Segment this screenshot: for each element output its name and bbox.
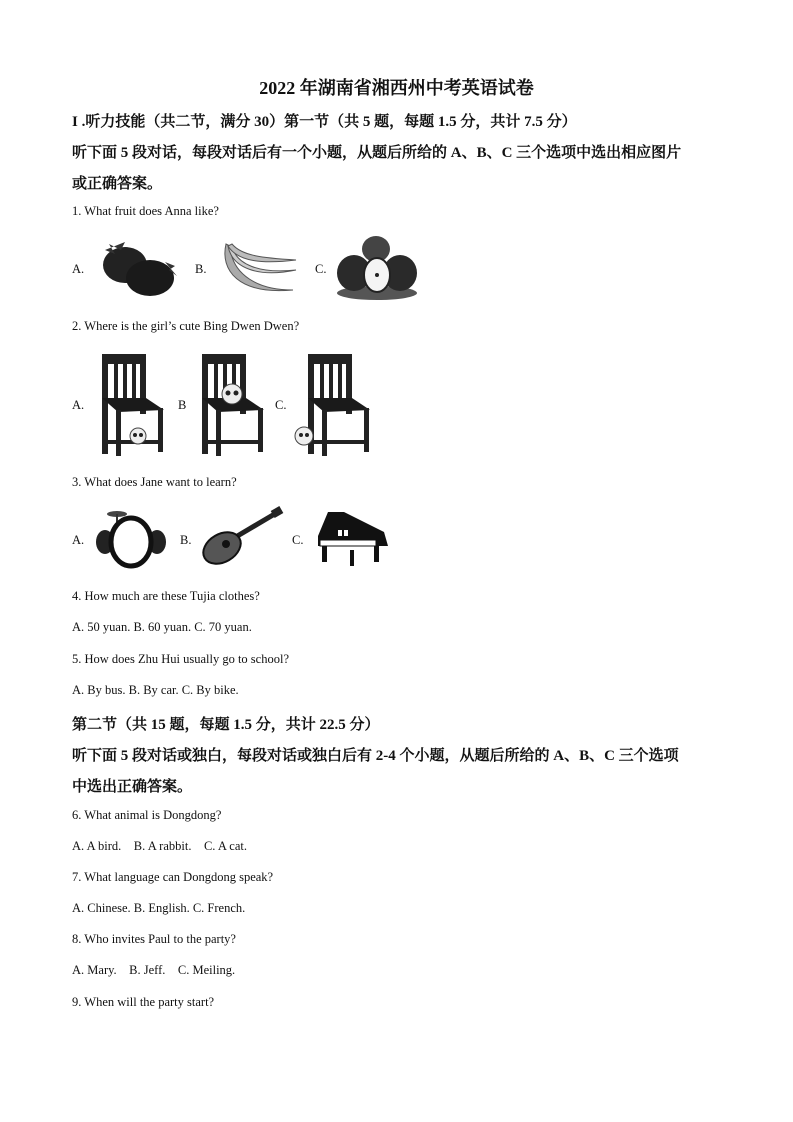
strawberries-image bbox=[95, 240, 180, 300]
q1-option-a-label: A. bbox=[72, 262, 85, 276]
q2-option-a-label: A. bbox=[72, 398, 85, 412]
apples-image bbox=[336, 235, 418, 301]
guitar-image bbox=[200, 506, 284, 568]
question-6-text: 6. What animal is Dongdong? bbox=[72, 808, 222, 822]
part2-instruction-line2: 中选出正确答案。 bbox=[72, 779, 193, 795]
question-7-text: 7. What language can Dongdong speak? bbox=[72, 870, 274, 884]
toy-under-chair-image bbox=[96, 350, 166, 460]
question-6-answers: A. A bird. B. A rabbit. C. A cat. bbox=[72, 839, 248, 853]
q2-option-c-label: C. bbox=[275, 398, 287, 412]
page-title: 2022 年湖南省湘西州中考英语试卷 bbox=[259, 78, 534, 98]
part2-heading: 第二节（共 15 题，每题 1.5 分，共计 22.5 分） bbox=[72, 717, 380, 733]
part1-instruction-line2: 或正确答案。 bbox=[72, 176, 163, 192]
q3-option-a-label: A. bbox=[72, 533, 85, 547]
drums-image bbox=[95, 508, 167, 570]
q1-option-c-label: C. bbox=[315, 262, 327, 276]
question-4-answers: A. 50 yuan. B. 60 yuan. C. 70 yuan. bbox=[72, 620, 252, 634]
question-1-text: 1. What fruit does Anna like? bbox=[72, 204, 219, 218]
toy-beside-chair-image bbox=[292, 350, 372, 460]
q1-option-b-label: B. bbox=[195, 262, 207, 276]
piano-image bbox=[314, 510, 390, 570]
q2-option-b-label: B bbox=[178, 398, 187, 412]
question-5-answers: A. By bus. B. By car. C. By bike. bbox=[72, 683, 239, 697]
question-9-text: 9. When will the party start? bbox=[72, 995, 215, 1009]
part1-heading: I .听力技能（共二节，满分 30）第一节（共 5 题，每题 1.5 分，共计 7.5 分） bbox=[72, 114, 577, 130]
question-7-answers: A. Chinese. B. English. C. French. bbox=[72, 901, 246, 915]
question-5-text: 5. How does Zhu Hui usually go to school? bbox=[72, 652, 289, 666]
question-8-answers: A. Mary. B. Jeff. C. Meiling. bbox=[72, 963, 236, 977]
toy-on-chair-image bbox=[196, 350, 266, 460]
question-8-text: 8. Who invites Paul to the party? bbox=[72, 932, 236, 946]
question-3-text: 3. What does Jane want to learn? bbox=[72, 475, 237, 489]
part2-instruction-line1: 听下面 5 段对话或独白，每段对话或独白后有 2-4 个小题，从题后所给的 A、B、C 三个选项 bbox=[72, 748, 679, 764]
question-2-text: 2. Where is the girl’s cute Bing Dwen Dwen? bbox=[72, 319, 300, 333]
question-4-text: 4. How much are these Tujia clothes? bbox=[72, 589, 260, 603]
bananas-image bbox=[218, 240, 300, 298]
q3-option-c-label: C. bbox=[292, 533, 304, 547]
part1-instruction-line1: 听下面 5 段对话，每段对话后有一个小题，从题后所给的 A、B、C 三个选项中选出相应图片 bbox=[72, 145, 682, 161]
q3-option-b-label: B. bbox=[180, 533, 192, 547]
